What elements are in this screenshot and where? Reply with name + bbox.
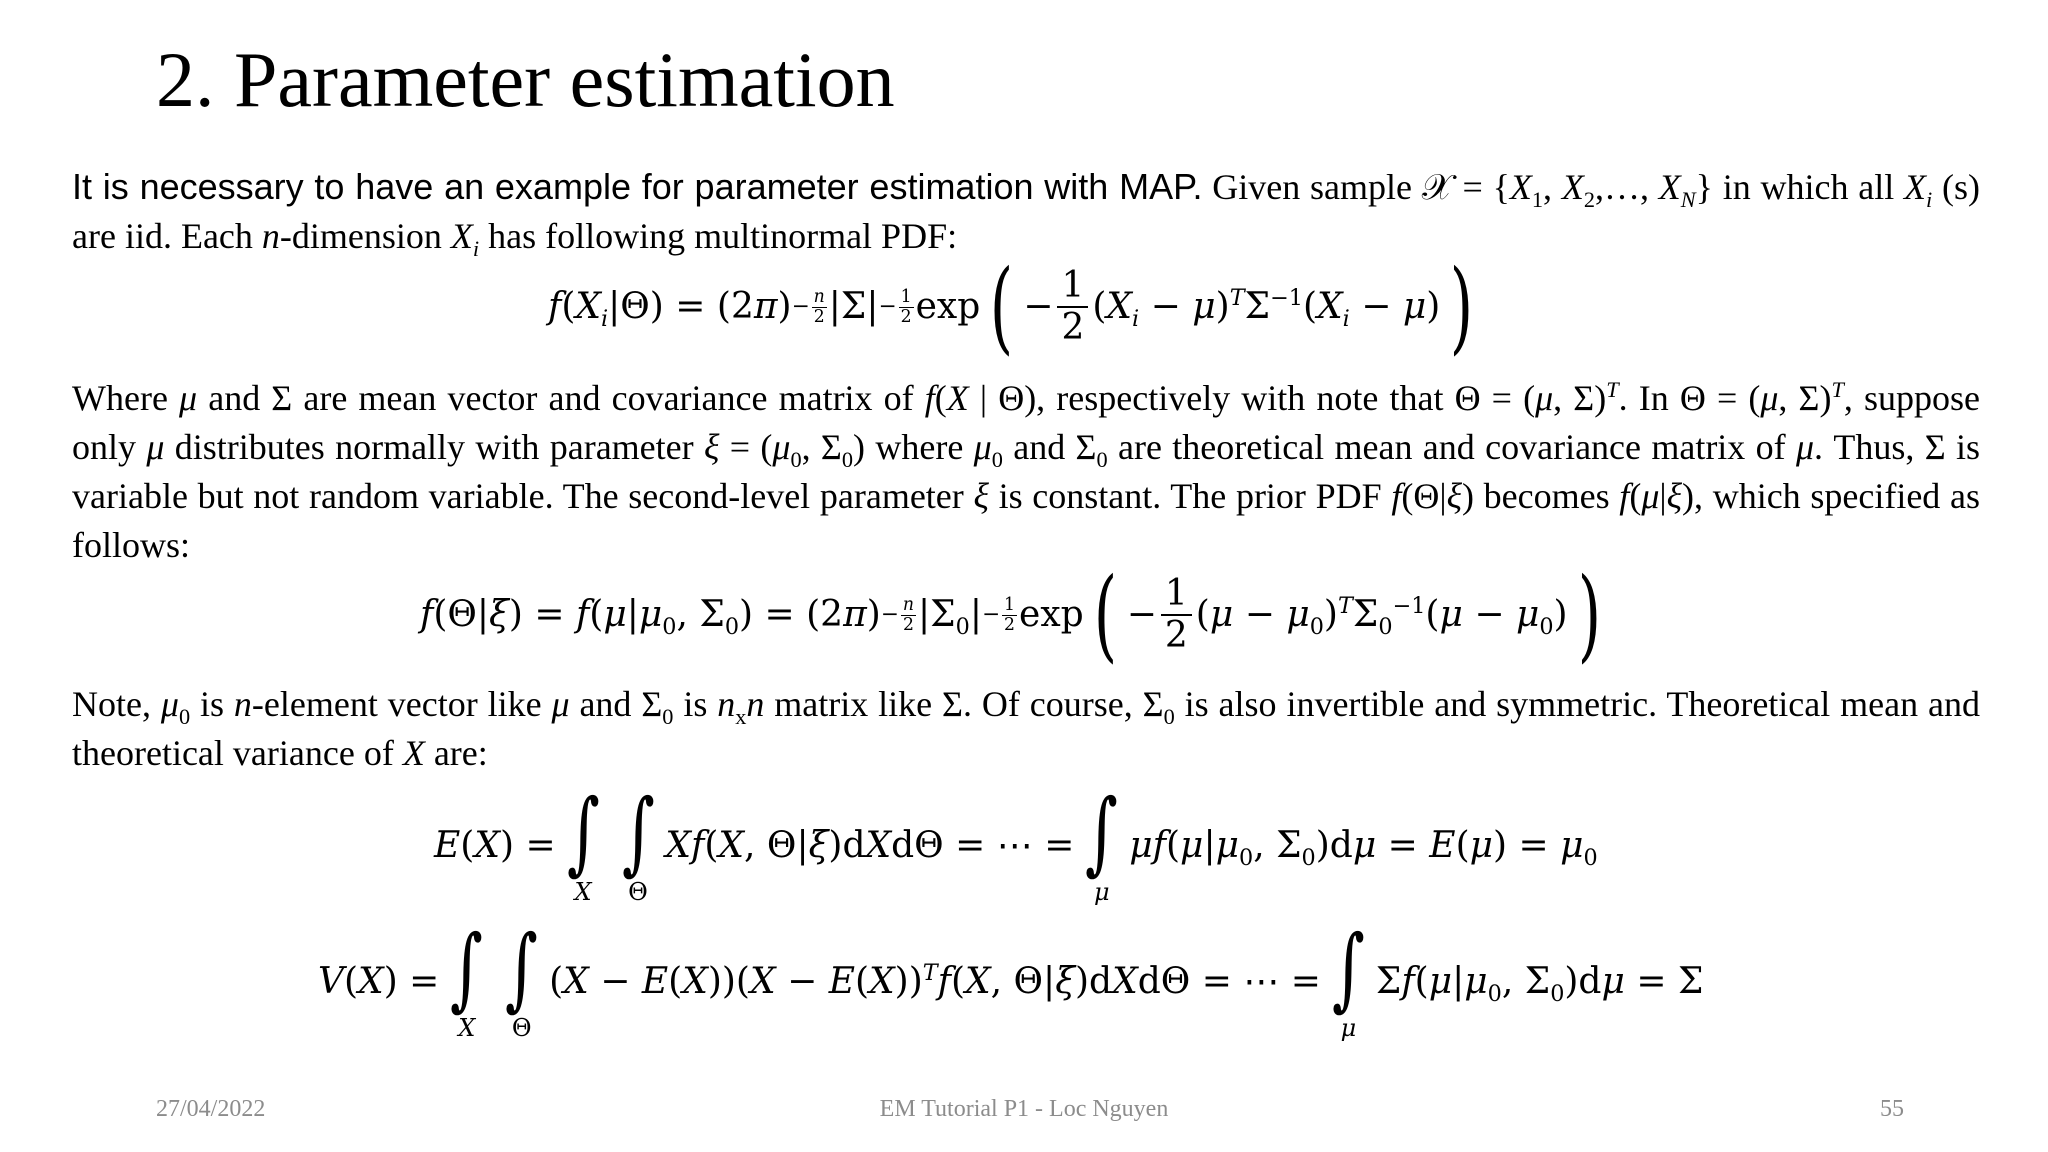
equation-variance: V(X) = ∫ X ∫ Θ $(X - E(X))(X - E(X))^Tf(X$, Θ|ξ)dXdΘ = ⋯ = ∫ μ $\Sigma f(\mu|\mu_0$, $\Sigma_0)d\mu = \Sigma$ (318, 916, 1704, 1042)
equation-multinormal-pdf: $f(X_i|\Theta) = (2\pi)$ − $\frac{n}{2}$ |Σ| − $\frac{1}{2}$ exp ( − $\frac{1}{2}$ $(X_i - \mu)^T\Sigma^{-1}(X_i - \mu)$ ) (548, 248, 1474, 365)
paragraph-note: Note, $\mu_0$ is n-element vector like μ and $\Sigma_0$ is $n_xn$ matrix like Σ. Of course, $\Sigma_0$ is also invertible and symmetric. Theoretical mean and theoretical variance of X are: (72, 684, 1980, 773)
paragraph-intro (72, 162, 1980, 261)
footer-title: EM Tutorial P1 - Loc Nguyen (879, 1096, 1169, 1122)
footer-page-number: 55 (1880, 1096, 1904, 1122)
footer-date: 27/04/2022 (156, 1096, 266, 1122)
intro-lead: It is necessary to have an example for parameter estimation with MAP. (72, 166, 1203, 207)
slide-title: 2. Parameter estimation (156, 36, 895, 123)
intro-rest: Given sample 𝒳 = {$X_1$, $X_2,\dots$, $X_N$} in which all $X_i$ (s) are iid. Each n-dimension $X_i$ has following multinormal PDF: (72, 167, 1981, 262)
equation-mean: E(X) = ∫ X ∫ Θ Xf(X, Θ|ξ)dXdΘ = ⋯ = ∫ μ $\mu f(\mu|\mu_0$, $\Sigma_0)d\mu = E(\mu) = \mu_0$ (434, 780, 1598, 906)
equation-prior-pdf: $f(\Theta|\xi) = f(\mu|\mu_0$, $\Sigma_0) = (2\pi)$ − $\frac{n}{2}$ $|\Sigma_0|$ − $\frac{1}{2}$ exp ( − $\frac{1}{2}$ $(\mu - \mu_0)^T\Sigma_0^{-1}(\mu - \mu_0)$ ) (420, 556, 1601, 673)
paragraph-prior: Where μ and Σ are mean vector and covariance matrix of f(X | Θ), respectively with note that Θ = (μ, Σ)$^T$. In Θ = (μ, Σ)$^T$, suppose only μ distributes normally with parameter $\xi = (\mu_0$, $\Sigma_0$) where $\mu_0$ and $\Sigma_0$ are theoretical mean and covariance matrix of μ. Thus, Σ is variable but not random variable. The second-level parameter ξ is constant. The prior PDF f(Θ|ξ) becomes f(μ|ξ), which specified as follows: (72, 377, 1981, 565)
